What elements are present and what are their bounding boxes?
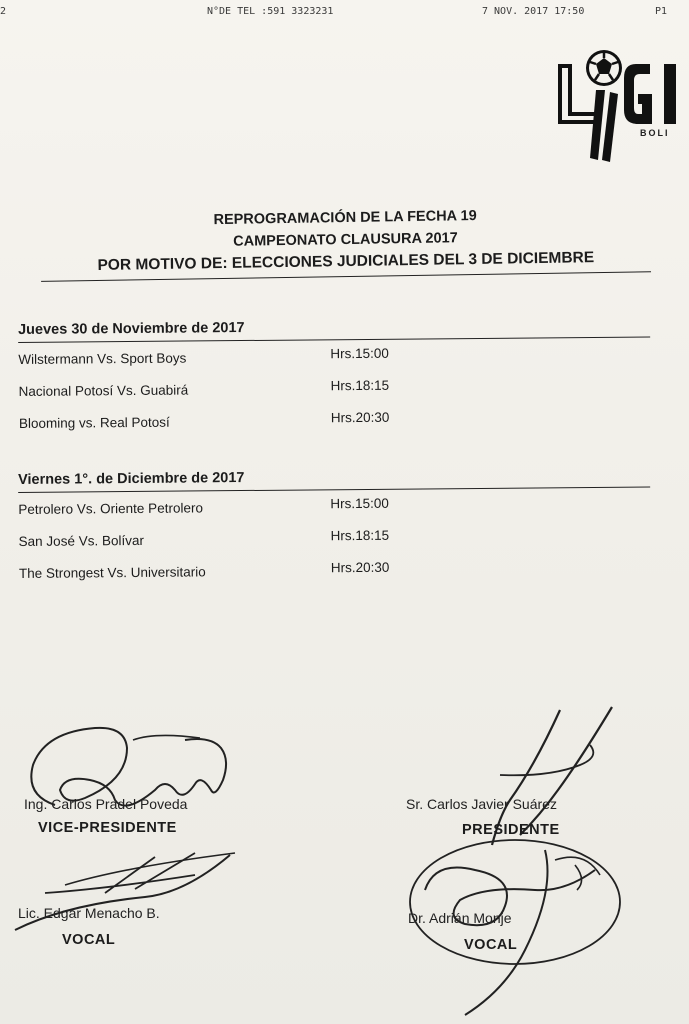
match-teams: San José Vs. Bolívar	[18, 532, 144, 549]
vocal-right-role: VOCAL	[464, 937, 518, 953]
match-teams: Wilstermann Vs. Sport Boys	[18, 350, 187, 367]
match-time: Hrs.15:00	[330, 495, 389, 512]
vice-president-role: VICE-PRESIDENTE	[38, 820, 177, 836]
day-title: Viernes 1°. de Diciembre de 2017	[18, 470, 245, 488]
match-teams: Blooming vs. Real Potosí	[18, 414, 170, 431]
match-row	[19, 401, 659, 439]
match-time: Hrs.18:15	[330, 377, 390, 394]
vocal-right-name: Dr. Adrián Monje	[408, 910, 512, 926]
day-section-friday	[18, 464, 659, 589]
league-logo	[552, 42, 689, 167]
title-line-1: REPROGRAMACIÓN DE LA FECHA 19	[213, 207, 477, 229]
president-role: PRESIDENTE	[462, 822, 560, 838]
fax-left-mark: 2	[0, 6, 7, 17]
match-teams: The Strongest Vs. Universitario	[18, 564, 206, 581]
match-teams: Petrolero Vs. Oriente Petrolero	[18, 500, 203, 517]
vocal-left-role: VOCAL	[62, 932, 116, 948]
league-logo-subtitle: BOLI	[640, 128, 670, 138]
day-section-thursday	[18, 314, 659, 439]
fax-timestamp: 7 NOV. 2017 17:50	[482, 6, 585, 17]
match-row	[19, 551, 659, 589]
fax-telephone: N°DE TEL :591 3323231	[207, 6, 334, 17]
match-time: Hrs.20:30	[330, 409, 390, 426]
match-time: Hrs.18:15	[330, 527, 390, 544]
vocal-left-signature	[5, 845, 245, 935]
document-title	[30, 202, 661, 282]
title-line-3: POR MOTIVO DE: ELECCIONES JUDICIALES DEL 3 DE DICIEMBRE	[97, 249, 595, 274]
president-name: Sr. Carlos Javier Suárez	[406, 796, 557, 812]
title-line-2: CAMPEONATO CLAUSURA 2017	[233, 230, 458, 250]
fax-page-number: P1	[655, 6, 668, 17]
match-time: Hrs.15:00	[330, 345, 389, 362]
vice-president-name: Ing. Carlos Pradel Poveda	[24, 796, 188, 812]
day-title: Jueves 30 de Noviembre de 2017	[18, 320, 245, 338]
vocal-left-name: Lic. Edgar Menacho B.	[18, 905, 160, 921]
match-time: Hrs.20:30	[330, 559, 390, 576]
match-teams: Nacional Potosí Vs. Guabirá	[18, 382, 189, 399]
fax-header	[0, 6, 689, 22]
